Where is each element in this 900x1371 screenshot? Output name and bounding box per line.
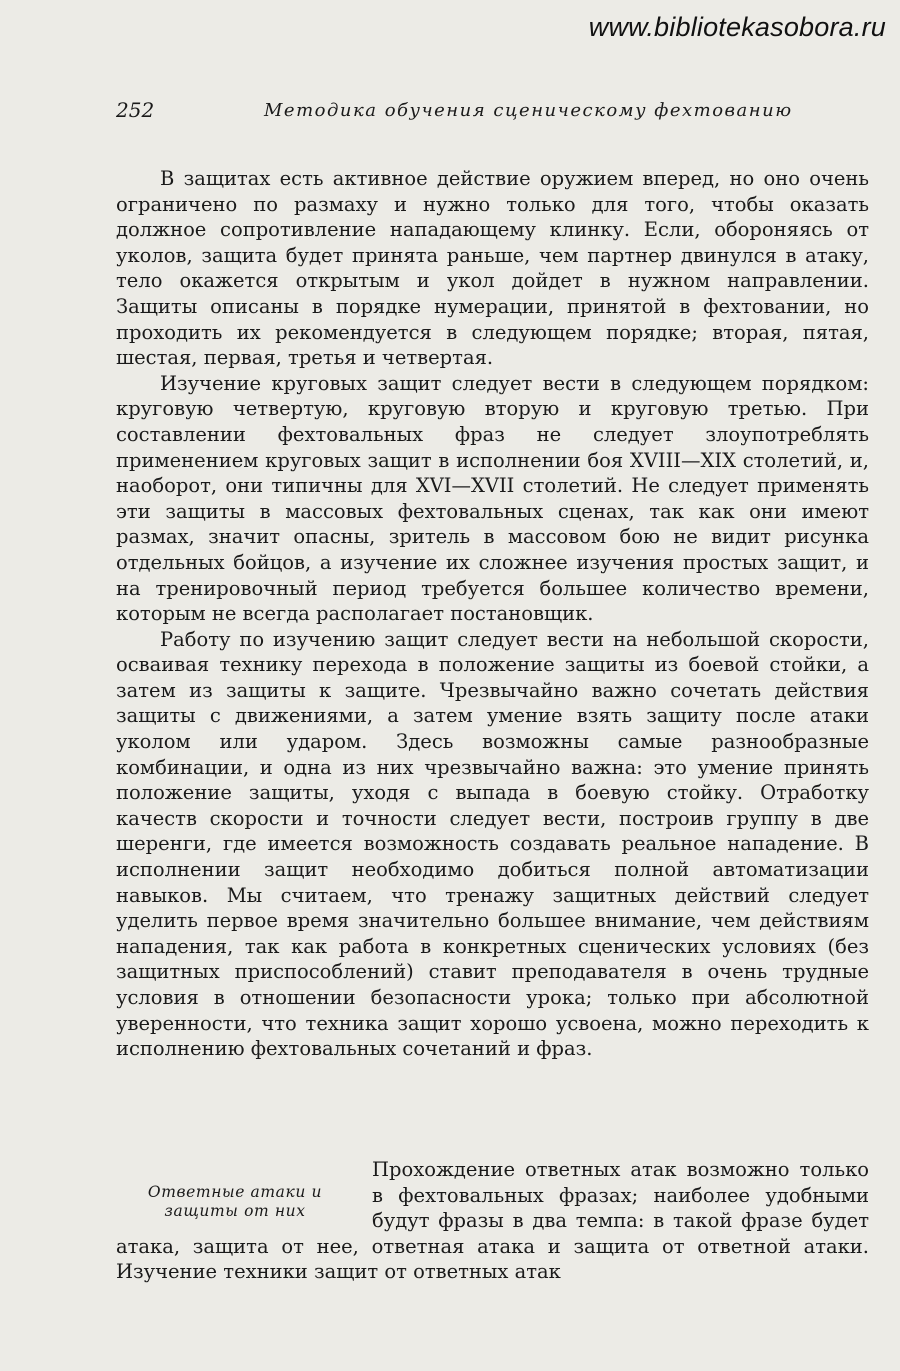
page-number: 252 xyxy=(116,98,155,122)
section-paragraph: Прохождение ответных атак возможно только в фехтовальных фразах; наиболее удобными будут фразы в два темпа: в такой фразе будет атака, защита от нее, ответная атака и защита от ответной атаки. Изучение техники защит от ответных атак xyxy=(116,1158,869,1284)
paragraph: Изучение круговых защит следует вести в следующем порядком: круговую четвертую, круговую вторую и круговую третью. При составлении фехтовальных фраз не следует злоупотреблять применением круговых защит в исполнении боя XVIII—XIX столетий, и, наоборот, они типичны для XVI—XVII столетий. Не следует применять эти защиты в массовых фехтовальных сценах, так как они имеют размах, значит опасны, зритель в массовом бою не видит рисунка отдельных бойцов, а изучение их сложнее изучения простых защит, и на тренировочный период требуется большее количество времени, которым не всегда располагает постановщик. xyxy=(116,371,869,626)
section-answer-attacks xyxy=(116,1157,869,1285)
section-side-heading: Ответные атаки и защиты от них xyxy=(147,1183,323,1220)
paragraph: В защитах есть активное действие оружием вперед, но оно очень ограничено по размаху и нужно только для того, чтобы оказать должное сопротивление нападающему клинку. Если, обороняясь от уколов, защита будет принята раньше, чем партнер двинулся в атаку, тело окажется открытым и укол дойдет в нужном направлении. Защиты описаны в порядке нумерации, принятой в фехтовании, но проходить их рекомендуется в следующем порядке; вторая, пятая, шестая, первая, третья и четвертая. xyxy=(116,167,869,370)
watermark: www.bibliotekasobora.ru xyxy=(588,12,886,42)
running-title: Методика обучения сценическому фехтованию xyxy=(264,100,793,121)
body-text xyxy=(116,166,869,1062)
paragraph: Работу по изучению защит следует вести на небольшой скорости, осваивая технику перехода в положение защиты из боевой стойки, а затем из защиты к защите. Чрезвычайно важно сочетать действия защиты с движениями, а затем умение взять защиту после атаки уколом или ударом. Здесь возможны самые разнообразные комбинации, и одна из них чрезвычайно важна: это умение принять положение защиты, уходя с выпада в боевую стойку. Отработку качеств скорости и точности следует вести, построив группу в две шеренги, где имеется возможность создавать реальное нападение. В исполнении защит необходимо добиться полной автоматизации навыков. Мы считаем, что тренажу защитных действий следует уделить первое время значительно большее внимание, чем действиям нападения, так как работа в конкретных сценических условиях (без защитных приспособлений) ставит преподавателя в очень трудные условия в отношении безопасности урока; только при абсолютной уверенности, что техника защит хорошо усвоена, можно переходить к исполнению фехтовальных сочетаний и фраз. xyxy=(116,627,869,1061)
